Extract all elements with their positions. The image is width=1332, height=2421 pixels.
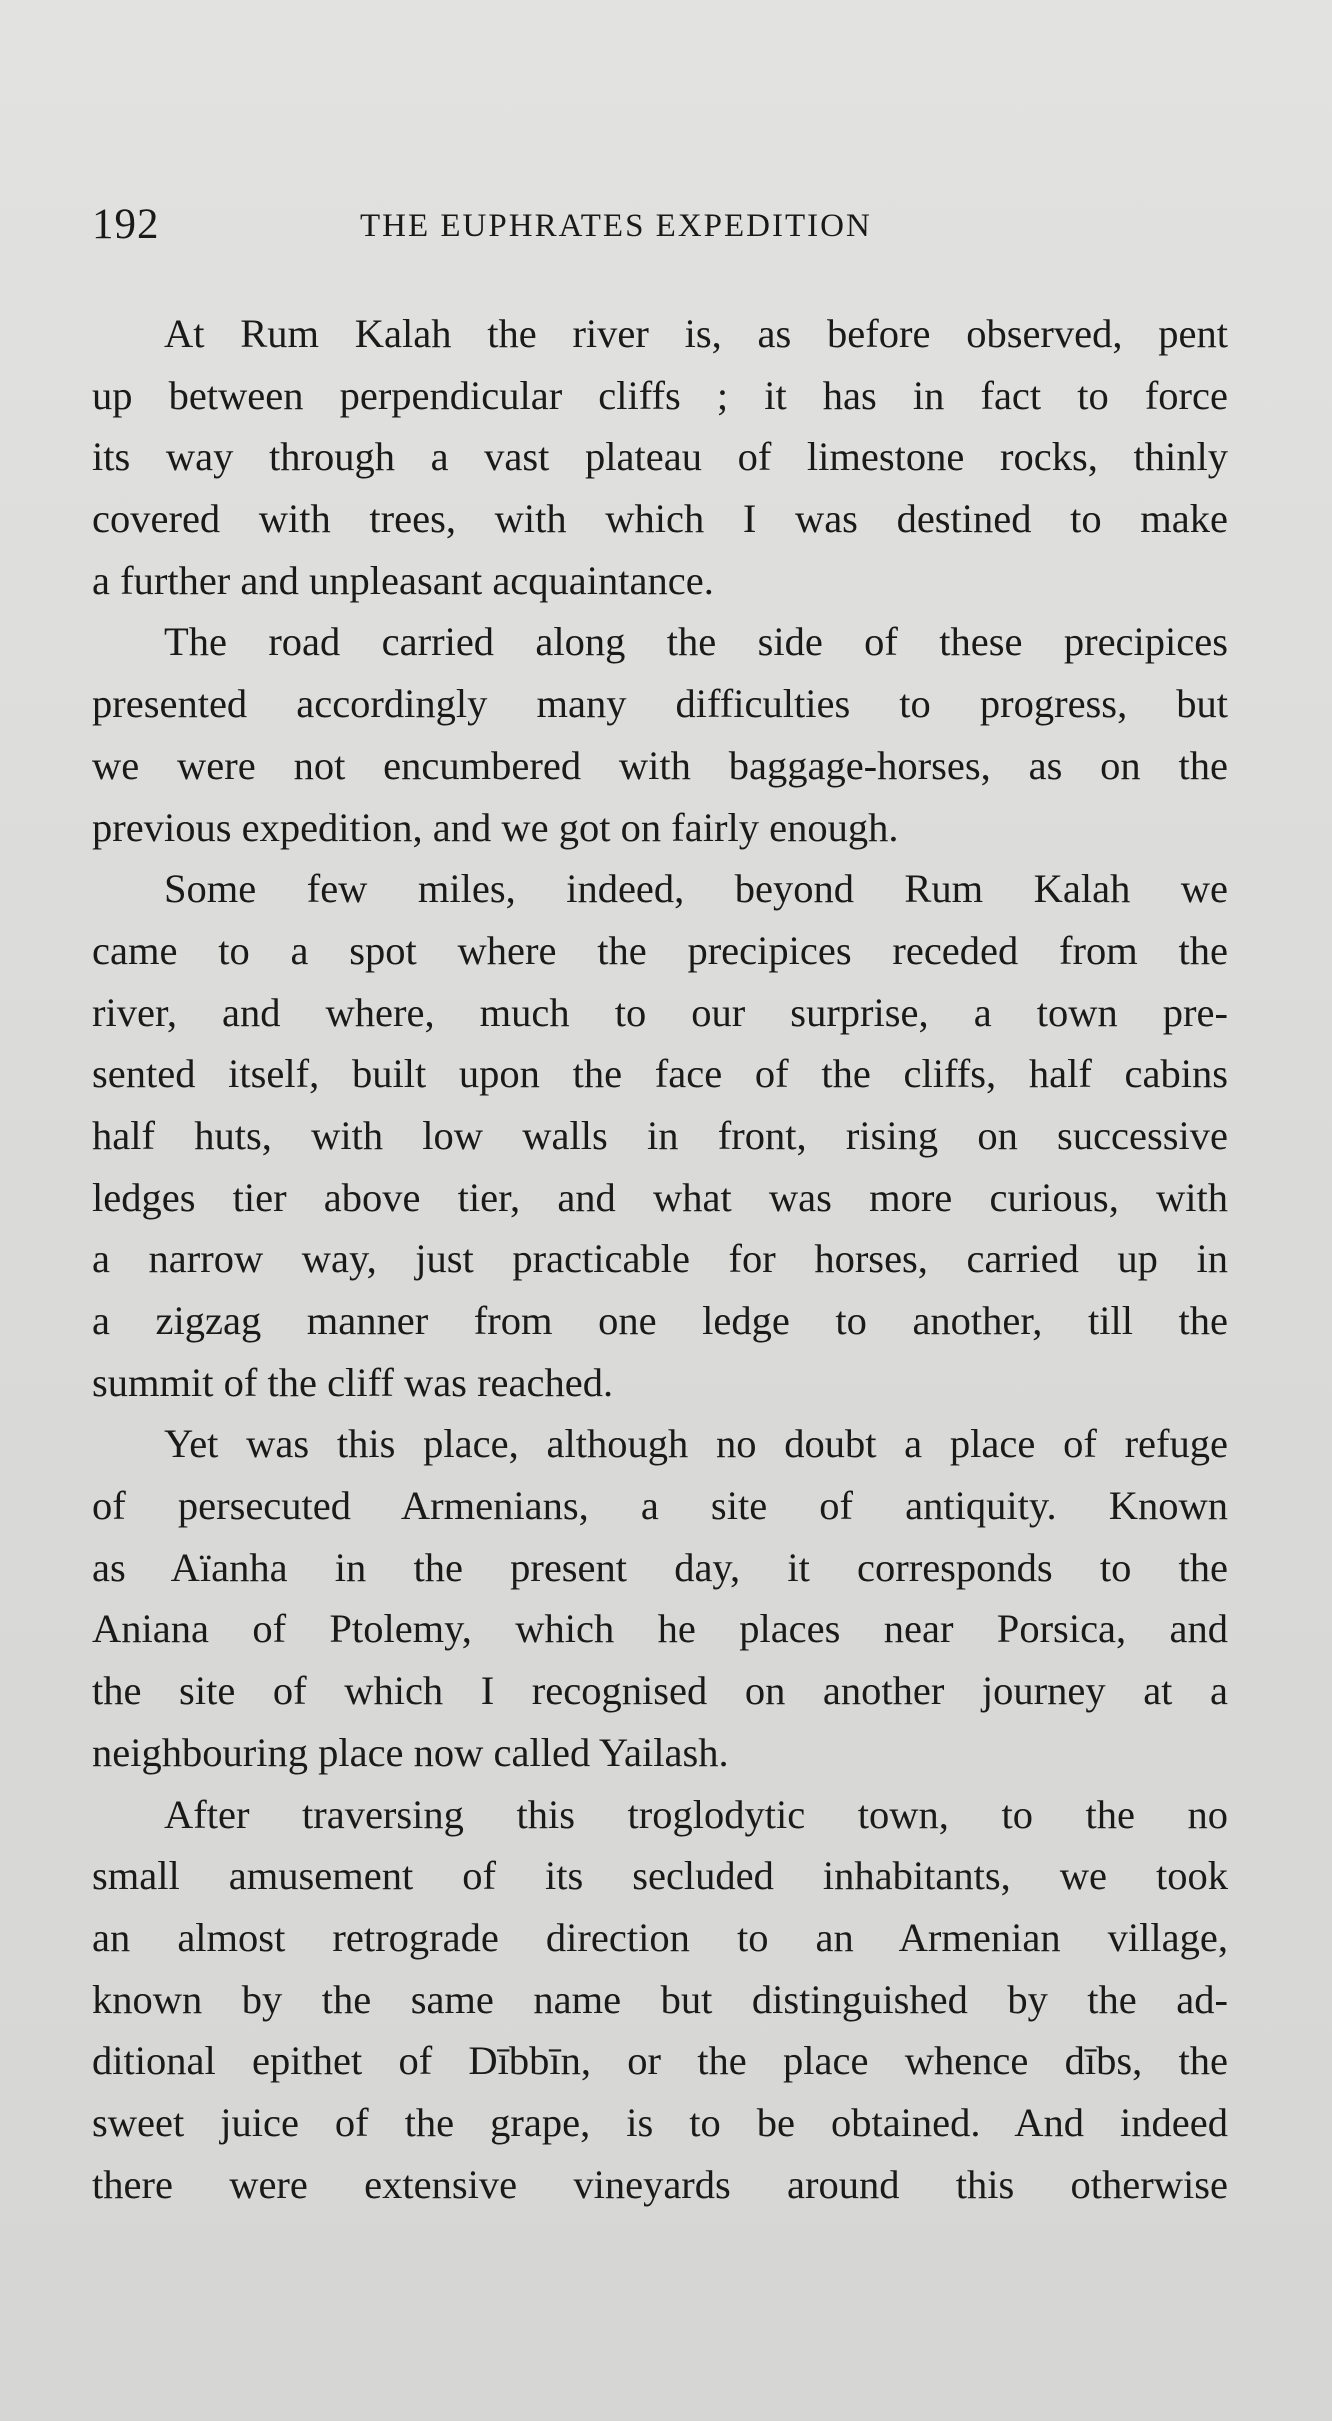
text-line: The road carried along the side of these precipices [164,619,1228,665]
text-line: covered with trees, with which I was destined to make [92,496,1228,542]
text-line: Aniana of Ptolemy, which he places near Porsica, and [92,1606,1228,1652]
text-line: sented itself, built upon the face of the cliffs, half cabins [92,1051,1228,1097]
page-number: 192 [92,201,160,248]
text-line: we were not encumbered with baggage-horses, as on the [92,742,1228,788]
text-line: Yet was this place, although no doubt a place of refuge [164,1421,1228,1467]
text-line: known by the same name but distinguished by the ad- [92,1976,1228,2022]
text-line: neighbouring place now called Yailash. [92,1729,729,1775]
text-line: After traversing this troglodytic town, to the no [164,1791,1228,1837]
text-line: its way through a vast plateau of limestone rocks, thinly [92,434,1228,480]
text-line: summit of the cliff was reached. [92,1359,614,1405]
text-line: a zigzag manner from one ledge to another, till the [92,1298,1228,1343]
text-line: of persecuted Armenians, a site of antiquity. Known [92,1483,1228,1529]
text-line: half huts, with low walls in front, rising on successive [92,1112,1228,1158]
text-line: At Rum Kalah the river is, as before observed, pent [164,311,1228,356]
text-line: a narrow way, just practicable for horses, carried up in [92,1236,1228,1282]
running-head: THE EUPHRATES EXPEDITION [360,208,872,244]
text-line: Some few miles, indeed, beyond Rum Kalah we [164,866,1228,912]
text-line: presented accordingly many difficulties to progress, but [92,681,1228,727]
text-line: there were extensive vineyards around this otherwise [92,2161,1228,2207]
text-line: a further and unpleasant acquaintance. [92,557,714,603]
text-line: the site of which I recognised on another journey at a [92,1668,1228,1714]
text-line: up between perpendicular cliffs ; it has in fact to force [92,372,1228,418]
text-line: ledges tier above tier, and what was more curious, with [92,1174,1228,1220]
text-line: river, and where, much to our surprise, a town pre- [92,989,1228,1035]
body-text [92,303,1228,2215]
text-line: ditional epithet of Dībbīn, or the place whence dībs, the [92,2038,1228,2084]
text-line: came to a spot where the precipices receded from the [92,927,1228,973]
text-line: sweet juice of the grape, is to be obtained. And indeed [92,2099,1228,2145]
text-line: small amusement of its secluded inhabitants, we took [92,1853,1228,1899]
text-line: previous expedition, and we got on fairly enough. [92,804,899,850]
page-header [92,200,1232,260]
text-line: an almost retrograde direction to an Armenian village, [92,1914,1228,1960]
text-line: as Aïanha in the present day, it corresponds to the [92,1544,1228,1590]
